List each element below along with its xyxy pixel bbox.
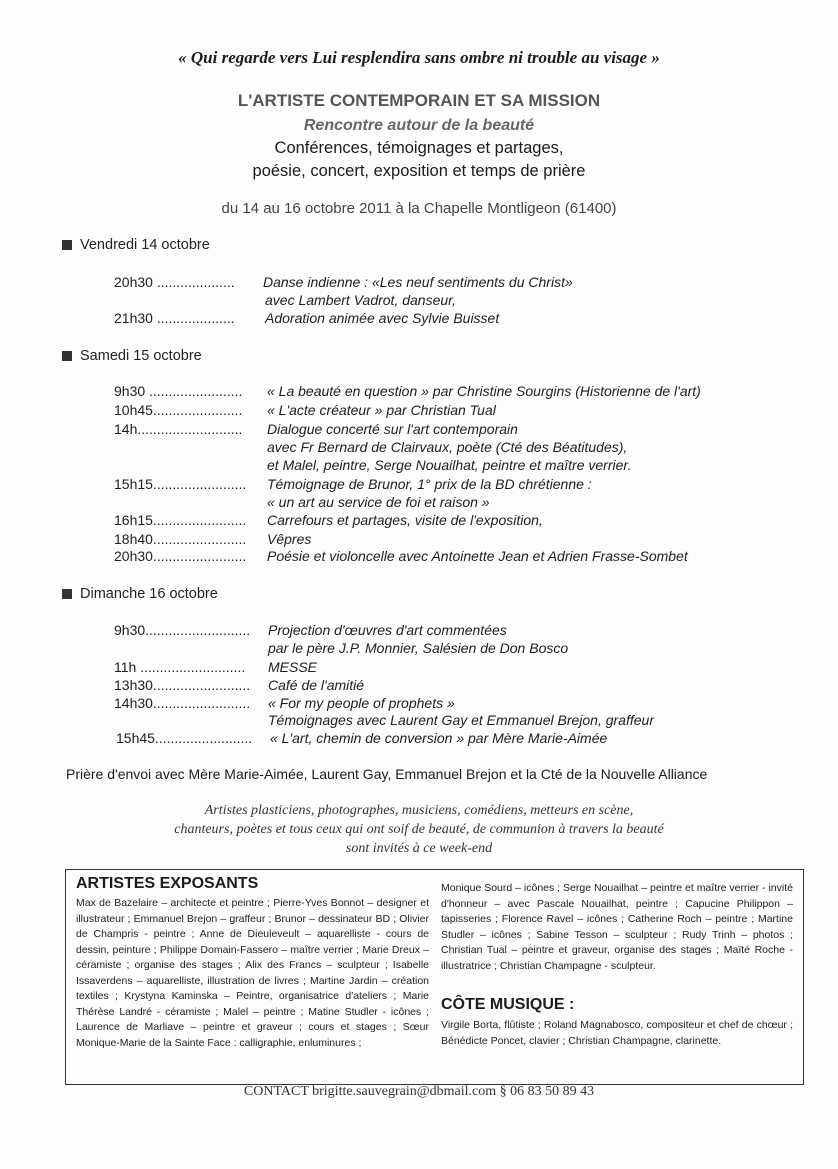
event-desc: Carrefours et partages, visite de l'exposition,	[267, 512, 543, 528]
bullet-icon	[62, 240, 72, 250]
invitation-line-1: Artistes plasticiens, photographes, musiciens, comédiens, metteurs en scène,	[204, 803, 634, 818]
bullet-icon	[62, 589, 72, 599]
event-desc: MESSE	[268, 659, 318, 675]
exposants-title: ARTISTES EXPOSANTS	[76, 875, 259, 892]
exposants-list-right: Monique Sourd – icônes ; Serge Nouailhat – peintre et maître verrier - invité d'honneur – avec Pascale Nouailhat, peintre ; Capucine Philippon – tapisseries ; Florence Ravel – icônes ; Catherine Roch – peintre ; Martine Studler – icônes ; Sabine Tesson – sculpteur ; Rudy Trinh – photos ; Christian Tual – peintre et graveur, organise des stages ; Maïté Roche - illustratrice ; Christian Champagne - sculpteur.	[441, 882, 793, 972]
event-desc: Vêpres	[267, 531, 312, 547]
day-label: Vendredi 14 octobre	[80, 237, 210, 253]
event-desc: Témoignages avec Laurent Gay et Emmanuel Brejon, graffeur	[268, 712, 654, 728]
intro-line-1: Conférences, témoignages et partages,	[274, 139, 564, 157]
header-quote: « Qui regarde vers Lui resplendira sans ombre ni trouble au visage »	[178, 48, 660, 67]
event-time: 11h ...........................	[114, 659, 246, 675]
musique-title: CÔTE MUSIQUE :	[441, 996, 575, 1013]
event-desc: avec Fr Bernard de Clairvaux, poète (Cté des Béatitudes),	[267, 439, 628, 455]
day-label: Samedi 15 octobre	[80, 348, 202, 364]
event-desc: par le père J.P. Monnier, Salésien de Don Bosco	[268, 640, 569, 656]
event-desc: « L'art, chemin de conversion » par Mère Marie-Aimée	[270, 730, 608, 746]
event-desc: Témoignage de Brunor, 1° prix de la BD chrétienne :	[267, 476, 592, 492]
event-desc: « For my people of prophets »	[268, 695, 455, 711]
event-time: 9h30...........................	[114, 622, 251, 638]
event-desc: Projection d'œuvres d'art commentées	[268, 622, 507, 638]
day-label: Dimanche 16 octobre	[80, 586, 218, 602]
page-subtitle: Rencontre autour de la beauté	[303, 117, 535, 134]
page-title: L'ARTISTE CONTEMPORAIN ET SA MISSION	[237, 91, 601, 110]
event-time: 20h30 ....................	[114, 274, 235, 290]
event-time: 16h15........................	[114, 512, 247, 528]
invitation-line-3: sont invités à ce week-end	[345, 841, 493, 856]
day-heading-dimanche	[62, 586, 218, 602]
day-heading-vendredi	[62, 237, 210, 253]
contact-line: CONTACT brigitte.sauvegrain@dbmail.com § 06 83 50 89 43	[243, 1084, 595, 1099]
musique-list: Virgile Borta, flûtiste ; Roland Magnabosco, compositeur et chef de chœur ; Bénédicte Poncet, clavier ; Christian Champagne, clarinette.	[441, 1019, 793, 1047]
event-time: 9h30 ........................	[114, 383, 243, 399]
event-desc: Poésie et violoncelle avec Antoinette Jean et Adrien Frasse-Sombet	[267, 548, 688, 564]
exposants-box	[65, 869, 804, 1085]
event-time: 21h30 ....................	[114, 310, 235, 326]
event-desc: « La beauté en question » par Christine Sourgins (Historienne de l'art)	[267, 383, 701, 399]
event-desc: Danse indienne : «Les neuf sentiments du Christ»	[263, 274, 573, 290]
event-desc: « un art au service de foi et raison »	[267, 494, 490, 510]
bullet-icon	[62, 351, 72, 361]
intro-line-2: poésie, concert, exposition et temps de prière	[252, 162, 586, 180]
event-time: 14h...........................	[114, 421, 243, 437]
event-time: 18h40........................	[114, 531, 247, 547]
event-desc: Adoration animée avec Sylvie Buisset	[265, 310, 500, 326]
event-time: 14h30.........................	[114, 695, 251, 711]
event-time: 20h30........................	[114, 548, 247, 564]
event-time: 15h15........................	[114, 476, 247, 492]
event-time: 13h30.........................	[114, 677, 251, 693]
event-desc: « L'acte créateur » par Christian Tual	[267, 402, 496, 418]
event-desc: Café de l'amitié	[268, 677, 365, 693]
closing-prayer: Prière d'envoi avec Mère Marie-Aimée, Laurent Gay, Emmanuel Brejon et la Cté de la Nouvelle Alliance	[66, 766, 708, 782]
event-time: 10h45.......................	[114, 402, 243, 418]
event-desc: et Malel, peintre, Serge Nouailhat, peintre et maître verrier.	[267, 457, 632, 473]
event-time: 15h45.........................	[116, 730, 253, 746]
day-heading-samedi	[62, 348, 202, 364]
exposants-list-left: Max de Bazelaire – architecte et peintre ; Pierre-Yves Bonnot – designer et illustrateur ; Emmanuel Brejon – graffeur ; Brunor – dessinateur BD ; Olivier de Champris - peintre ; Anne de Dieuleveult – aquarelliste - cours de dessin, peinture ; Philippe Domain-Fassero – maître verrier ; Marie Dreux – céramiste ; organise des stages ; Alix des Francs – sculpteur ; Isabelle Issaverdens – aquarelliste, illustration de livres ; Martine Jardin – création textiles ; Krystyna Kaminska – Peintre, organisatrice d'ateliers ; Marie Thérèse Landré - céramiste ; Malel – peintre ; Matine Studler - icônes ; Laurence de Marliave – peintre et graveur ; cours et stages ; Sœur Monique-Marie de la Sainte Face : calligraphie, enluminures ;	[76, 897, 429, 1049]
event-dates: du 14 au 16 octobre 2011 à la Chapelle Montligeon (61400)	[221, 200, 617, 217]
invitation-line-2: chanteurs, poètes et tous ceux qui ont soif de beauté, de communion à travers la beauté	[174, 822, 664, 837]
event-desc: avec Lambert Vadrot, danseur,	[265, 292, 456, 308]
event-desc: Dialogue concerté sur l'art contemporain	[267, 421, 518, 437]
